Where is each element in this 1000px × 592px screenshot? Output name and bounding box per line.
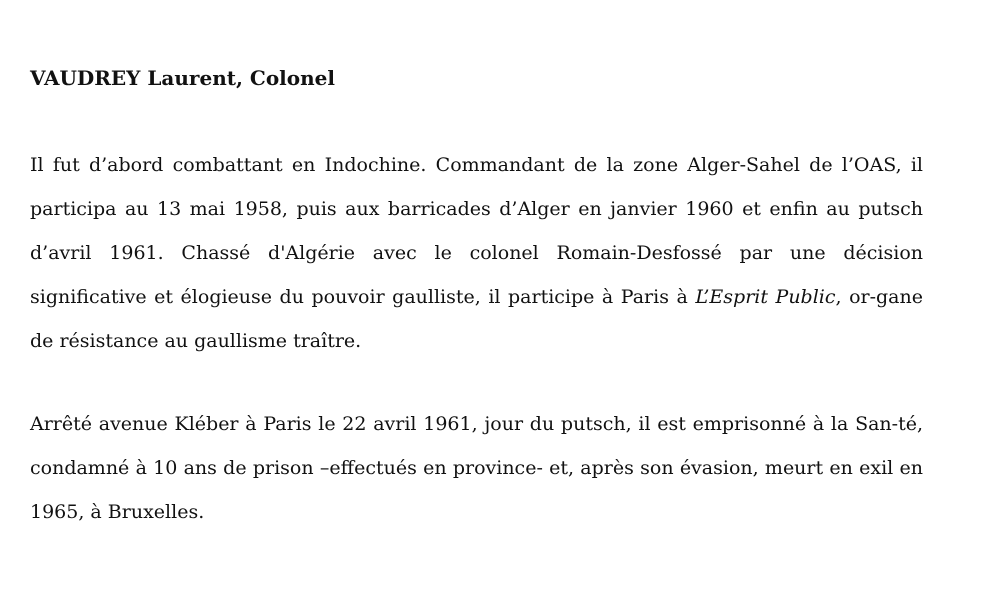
paragraph-1 [30, 143, 923, 363]
paragraph-1-text-before: Il fut d’abord combattant en Indochine. Commandant de la zone Alger-Sahel de l’OAS, il participa au 13 mai 1958, puis aux barricades d’Alger en janvier 1960 et enfin au putsch d’avril 1961. Chassé d'Algérie avec le colonel Romain-Desfossé par une décision significative et élogieuse du pouvoir gaulliste, il participe à Paris à [30, 154, 923, 308]
publication-title: L’Esprit Public [695, 286, 836, 308]
paragraph-1-text-after: , or-gane de résistance au gaullisme traître. [30, 286, 923, 352]
paragraph-2: Arrêté avenue Kléber à Paris le 22 avril 1961, jour du putsch, il est emprisonné à la San-té, condamné à 10 ans de prison –effectués en province- et, après son évasion, meurt en exil en 1965, à Bruxelles. [30, 413, 923, 523]
document-title: VAUDREY Laurent, Colonel [30, 66, 335, 90]
